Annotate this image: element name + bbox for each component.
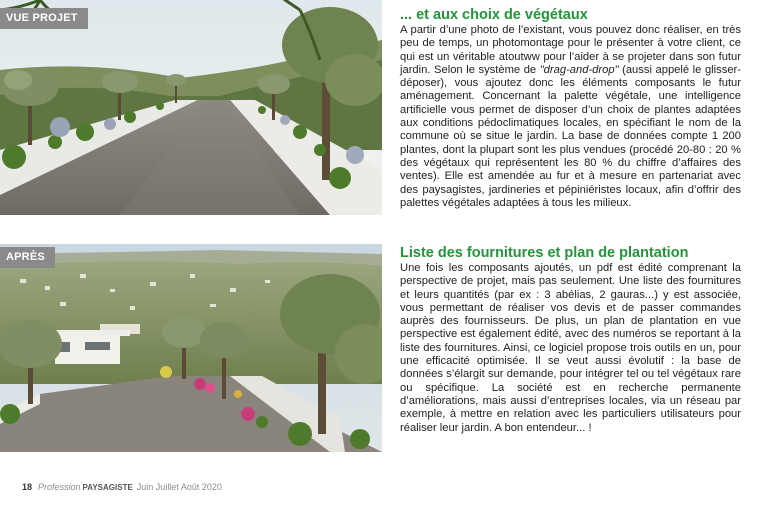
- body-text-emphasis: "drag-and-drop": [539, 63, 619, 76]
- project-view-photo: [0, 0, 382, 215]
- after-photo: [0, 244, 382, 452]
- section-body-supplies: Une fois les composants ajoutés, un pdf est édité comprenant la perspective de projet, mais pas seulement. Une liste des fournitures et leurs quantités (par ex : 3 abélias, 2 gauras...) y est associée, vous permettant de réaliser vos devis et de passer commandes auprès des fournisseurs. De plus, un plan de plantation en vue perspective est également édité, avec des numéros se reportant à la liste des fournitures. Ainsi, ce logiciel propose trois outils en un, pour une efficacité optimisée. Il se veut aussi évolutif : la base de données s’élargit sur demande, pour intégrer tel ou tel végétaux rare ou spécifique. La société est en recherche permanente d’améliorations, mais aussi d’entreprises locales, via un réseau par exemple, à mettre en relation avec les particuliers utilisateurs pour réaliser leur jardin. A bon entendeur... !: [400, 262, 741, 434]
- after-tag: APRÈS: [0, 247, 55, 268]
- project-view-tag: VUE PROJET: [0, 8, 88, 29]
- page-footer: [22, 482, 222, 492]
- garden-after-illustration: [0, 244, 382, 452]
- section-plant-choice: [400, 6, 741, 210]
- section-supplies-list: [400, 244, 741, 435]
- issue-date: Juin Juillet Août 2020: [136, 482, 222, 492]
- body-text-part-b: (aussi appelé le glisser-déposer), vous ajoutez donc les éléments composants le futur aménagement. Concernant la palette végétale, une intelligence artificielle vous permet de disposer d’un choix de plantes adaptées aux conditions pédoclimatiques locales, en spécifiant le nom de la commune où se situe le jardin. La base de données compte 1 200 plantes, dont la plupart sont les plus vendues (procédé 20-80 : 20 % des végétaux qui représentent les 80 % du chiffre d’affaires des ventes). Elle est amendée au fur et à mesure en partenariat avec des paysagistes, jardineries et pépiniéristes locaux, afin d’offrir des palettes végétales adaptées à tous les milieux.: [400, 63, 741, 209]
- magazine-name-part2: PAYSAGISTE: [82, 483, 133, 492]
- page-number: 18: [22, 482, 33, 492]
- magazine-name-part1: Profession: [38, 482, 81, 492]
- section-body-plants: [400, 24, 741, 210]
- body-text-part-a: A partir d’une photo de l’existant, vous pouvez donc réaliser, en très peu de temps, un photomontage pour le présenter à votre client, ce qui est un véritable atoutww pour l’aider à se projeter dans son futur jardin. Selon le système de: [400, 24, 741, 76]
- section-heading-plants: ... et aux choix de végétaux: [400, 7, 588, 23]
- garden-path-illustration: [0, 0, 382, 215]
- section-heading-supplies: Liste des fournitures et plan de plantation: [400, 245, 689, 261]
